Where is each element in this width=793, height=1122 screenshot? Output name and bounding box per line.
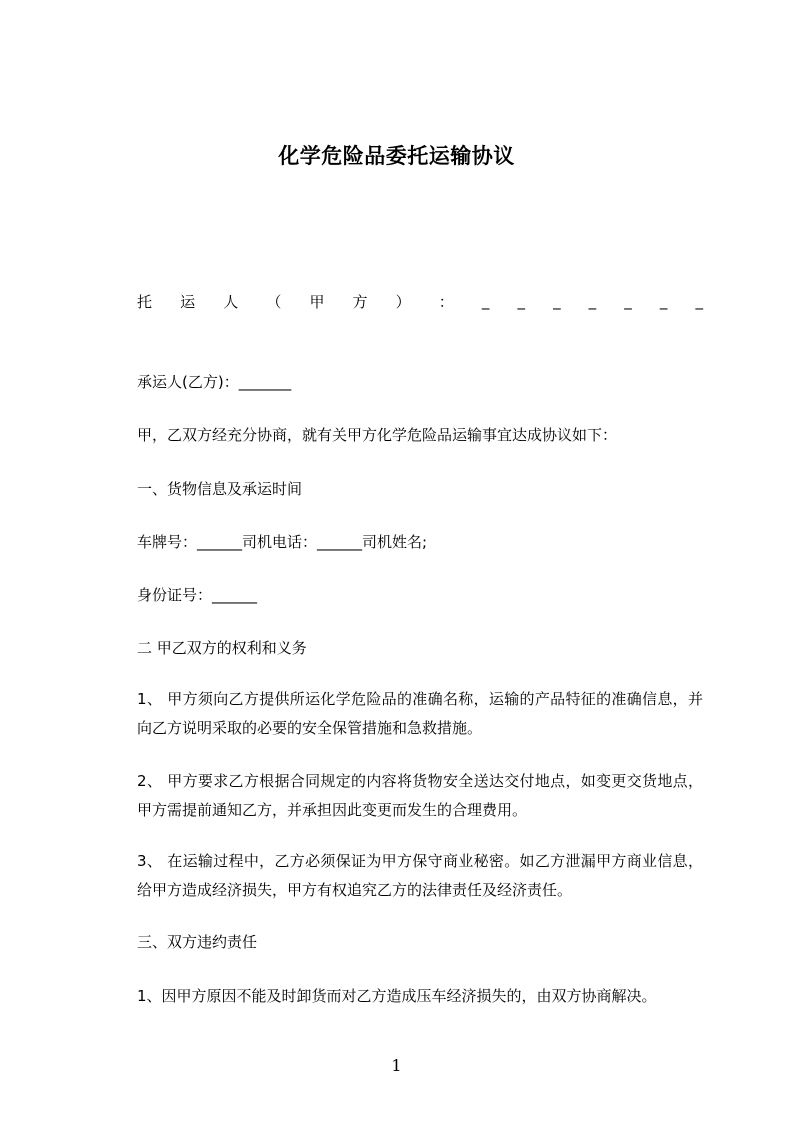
consignor-blank: _ [624, 292, 632, 310]
section-heading-2: 二 甲乙双方的权利和义务 [137, 639, 307, 657]
consignor-blank: _ [695, 292, 703, 310]
consignor-char: 托 [137, 292, 153, 311]
plate-line: 车牌号：______司机电话：______司机姓名; [137, 533, 428, 551]
consignor-blank: _ [481, 292, 490, 310]
consignor-char: ） [395, 292, 411, 311]
consignor-blank: _ [553, 292, 561, 310]
consignor-blank: _ [659, 292, 668, 310]
clause-2-3 [105, 847, 703, 905]
document-title: 化学危险品委托运输协议 [278, 144, 515, 168]
consignor-char: 方 [352, 292, 368, 311]
carrier-line: 承运人(乙方)：_______ [137, 373, 292, 391]
clause-2-1 [105, 685, 703, 743]
consignor-char: 运 [180, 292, 196, 311]
page-number: 1 [391, 1056, 402, 1075]
clause-3-1: 1、因甲方原因不能及时卸货而对乙方造成压车经济损失的，由双方协商解决。 [137, 987, 657, 1005]
id-line: 身份证号：______ [137, 586, 258, 604]
clause-text: 1、 甲方须向乙方提供所运化学危险品的准确名称，运输的产品特征的准确信息，并向乙方说明采取的必要的安全保管措施和急救措施。 [137, 690, 703, 737]
consignor-char: （ [266, 292, 282, 311]
consignor-blank: _ [588, 292, 597, 310]
consignor-char: ： [438, 292, 454, 311]
consignor-line [137, 286, 703, 316]
clause-text: 3、 在运输过程中，乙方必须保证为甲方保守商业秘密。如乙方泄漏甲方商业信息，给甲方造成经济损失，甲方有权追究乙方的法律责任及经济责任。 [137, 852, 703, 899]
section-heading-1: 一、货物信息及承运时间 [137, 480, 303, 498]
section-heading-3: 三、双方违约责任 [137, 933, 258, 951]
clause-text: 2、 甲方要求乙方根据合同规定的内容将货物安全送达交付地点，如变更交货地点，甲方需提前通知乙方，并承担因此变更而发生的合理费用。 [137, 772, 703, 819]
consignor-char: 甲 [309, 292, 325, 311]
clause-2-2 [105, 767, 703, 825]
consignor-blank: _ [517, 292, 525, 310]
preamble: 甲，乙双方经充分协商，就有关甲方化学危险品运输事宜达成协议如下： [137, 426, 618, 444]
consignor-char: 人 [223, 292, 239, 311]
